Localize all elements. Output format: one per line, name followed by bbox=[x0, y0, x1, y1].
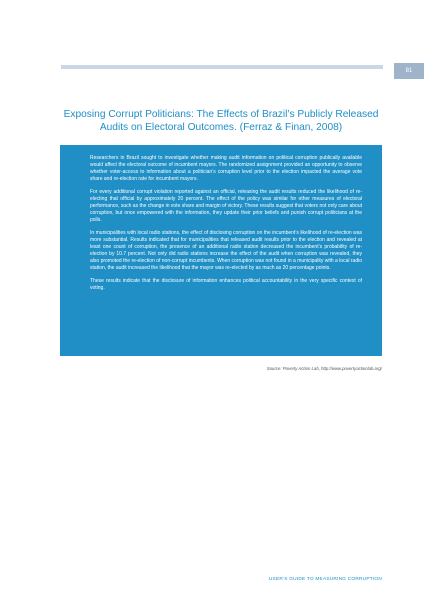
page-number: 81 bbox=[405, 68, 413, 74]
running-footer: USER’S GUIDE TO MEASURING CORRUPTION bbox=[268, 577, 382, 582]
paragraph: In municipalities with local radio stations, the effect of disclosing corruption on the incumbent’s likelihood of re-election was more substantial. Results indicated that for municipalities that released audit results prior to the election and revealed at least one count of corruption, the presence of an additional radio station decreased the incumbent’s probability of re-election by 10.7 percent. Not only did radio stations increase the effect of the audit when corruption was revealed, they also promoted the re-election of non-corrupt incumbents. When corruption was not found in a municipality with a local radio station, the audit increased the likelihood that the mayor was re-elected by as much as 20 percentage points. bbox=[90, 229, 362, 272]
header-rule bbox=[61, 65, 383, 69]
case-study-box bbox=[60, 145, 382, 356]
paragraph: These results indicate that the disclosure of information enhances political accountability in the very specific context of voting. bbox=[90, 277, 362, 291]
page-number-tab bbox=[394, 63, 424, 79]
paragraph: Researchers in Brazil sought to investigate whether making audit information on political corruption publically available would affect the electoral outcome of incumbent mayors. The randomized assignment provided an opportunity to observe whether voter-access to information about a politician’s corruption level prior to the election impacted the average vote share and re-election rate for incumbent mayors. bbox=[90, 155, 362, 183]
paragraph: For every additional corrupt violation reported against an official, releasing the audit results reduced the likelihood of re-electing that official by approximately 20 percent. The effect of the policy was similar for other measures of electoral performance, such as the change in vote share and margin of victory. These results suggest that voters not only care about corruption, but once empowered with the information, they update their prior beliefs and punish corrupt politicians at the polls. bbox=[90, 188, 362, 224]
article-title: Exposing Corrupt Politicians: The Effects of Brazil’s Publicly Released Audits on Electoral Outcomes. (Ferraz & Finan, 2008) bbox=[63, 109, 379, 133]
source-citation: Source: Poverty Action Lab, http://www.povertyactionlab.org/ bbox=[266, 366, 382, 371]
